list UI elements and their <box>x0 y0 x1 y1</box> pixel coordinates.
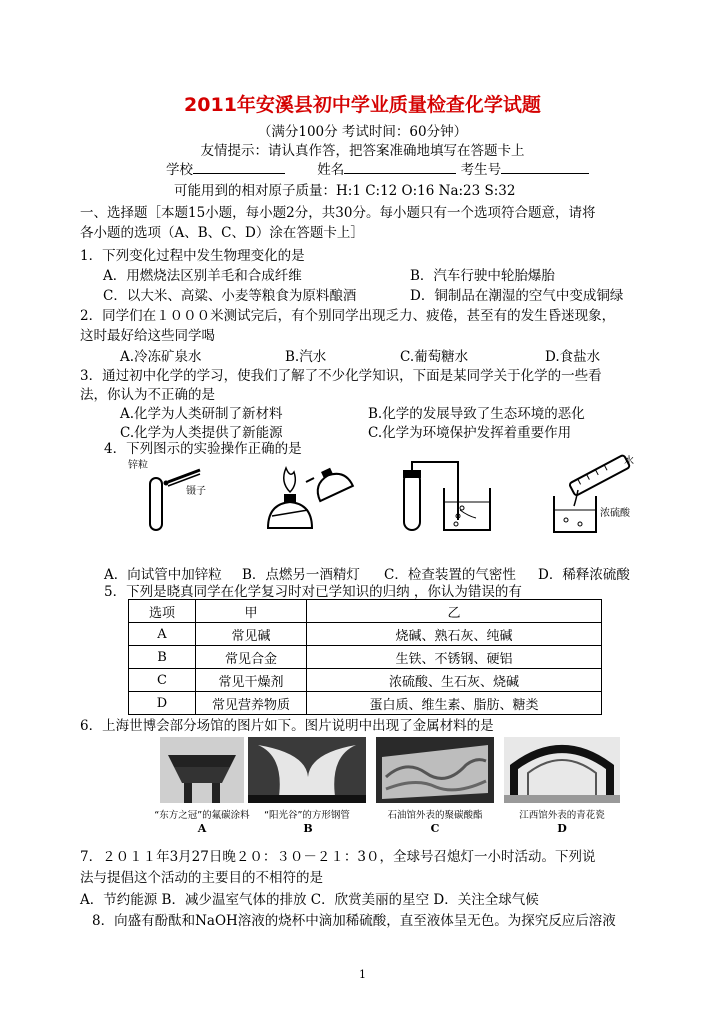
candidate-fields <box>166 158 589 178</box>
q4-figure-a <box>128 456 218 534</box>
header-jia: 甲 <box>196 600 307 623</box>
table-row <box>129 692 602 715</box>
q3-option-d: C.化学为环境保护发挥着重要作用 <box>368 425 572 441</box>
q7-stem-line2: 法与提倡这个活动的主要目的不相符的是 <box>80 870 323 886</box>
q6-letter-d: D <box>557 822 567 835</box>
row-c-option: C <box>129 669 196 692</box>
photo-jiangxi-pavilion <box>504 737 620 803</box>
row-a-yi: 烧碱、熟石灰、纯碱 <box>307 623 602 646</box>
exam-no-label: 考生号 <box>460 162 502 178</box>
q6-caption-b: “阳光谷”的方形钢管 <box>264 810 350 821</box>
atomic-masses: 可能用到的相对原子质量：H:1 C:12 O:16 Na:23 S:32 <box>174 183 516 199</box>
beaker-icon <box>444 488 490 530</box>
section1-line1: 一、选择题［本题15小题，每小题2分，共30分。每小题只有一个选项符合题意，请将 <box>80 205 596 221</box>
q4-label-zinc: 锌粒 <box>128 460 148 471</box>
q4-label-water: 水 <box>624 456 634 467</box>
q3-option-a: A.化学为人类研制了新材料 <box>120 406 283 422</box>
q6-caption-d: 江西馆外表的青花瓷 <box>519 810 605 821</box>
row-a-jia: 常见碱 <box>196 623 307 646</box>
row-d-option: D <box>129 692 196 715</box>
q4-option-a: A．向试管中加锌粒 <box>104 567 222 583</box>
school-label: 学校 <box>166 162 193 178</box>
school-blank[interactable] <box>193 159 285 174</box>
section1-line2: 各小题的选项（A、B、C、D）涂在答题卡上］ <box>80 225 364 241</box>
q4-option-b: B．点燃另一酒精灯 <box>242 567 360 583</box>
row-d-jia: 常见营养物质 <box>196 692 307 715</box>
q4-option-d: D．稀释浓硫酸 <box>538 567 630 583</box>
name-blank[interactable] <box>344 159 456 174</box>
q3-option-c: C.化学为人类提供了新能源 <box>120 425 283 441</box>
q2-option-a: A.冷冻矿泉水 <box>120 349 202 365</box>
q1-option-a: A．用燃烧法区别羊毛和合成纤维 <box>103 268 302 284</box>
q7-options: A．节约能源 B．减少温室气体的排放 C．欣赏美丽的星空 D．关注全球气候 <box>80 892 539 908</box>
row-b-jia: 常见合金 <box>196 646 307 669</box>
q2-stem-line1: 2．同学们在１０００米测试完后，有个别同学出现乏力、疲倦，甚至有的发生昏迷现象， <box>80 308 616 324</box>
q6-letter-c: C <box>430 822 440 835</box>
q8-stem-line1: 8．向盛有酚酞和NaOH溶液的烧杯中滴加稀硫酸，直至液体呈无色。为探究反应后溶液 <box>92 913 616 929</box>
q1-stem: 1．下列变化过程中发生物理变化的是 <box>80 248 305 264</box>
row-a-option: A <box>129 623 196 646</box>
name-label: 姓名 <box>317 162 345 178</box>
table-row <box>129 669 602 692</box>
table-row <box>129 623 602 646</box>
q4-label-acid: 浓硫酸 <box>600 508 630 519</box>
q4-label-tongs: 镊子 <box>186 486 206 497</box>
q5-stem: 5．下列是晓真同学在化学复习时对已学知识的归纳 ，你认为错误的有 <box>104 584 522 600</box>
flame-icon <box>284 468 296 492</box>
q4-figure-b <box>262 458 362 534</box>
large-test-tube-icon <box>404 472 420 530</box>
row-b-yi: 生铁、不锈钢、硬铝 <box>307 646 602 669</box>
q1-option-b: B．汽车行驶中轮胎爆胎 <box>410 268 555 284</box>
q6-letter-b: B <box>303 822 313 835</box>
friendly-tip: 友情提示：请认真作答，把答案准确地填写在答题卡上 <box>200 143 525 159</box>
q2-option-b: B.汽水 <box>285 349 327 365</box>
page-number: 1 <box>359 968 366 981</box>
exam-no-blank[interactable] <box>501 159 589 174</box>
header-option: 选项 <box>129 600 196 623</box>
q6-stem: 6．上海世博会部分场馆的图片如下。图片说明中出现了金属材料的是 <box>80 718 494 734</box>
q6-letter-a: A <box>197 822 207 835</box>
q4-stem: 4．下列图示的实验操作正确的是 <box>104 441 302 457</box>
photo-sun-valley <box>248 737 366 803</box>
photo-oil-pavilion <box>376 737 494 803</box>
q2-option-d: D.食盐水 <box>545 349 601 365</box>
q3-stem-line2: 法，你认为不正确的是 <box>80 387 215 403</box>
table-header-row <box>129 600 602 623</box>
q4-figure-c <box>398 458 498 534</box>
exam-title: 2011年安溪县初中学业质量检查化学试题 <box>184 94 541 116</box>
q1-option-c: C．以大米、高粱、小麦等粮食为原料酿酒 <box>103 288 357 304</box>
q3-option-b: B.化学的发展导致了生态环境的恶化 <box>368 406 585 422</box>
header-yi: 乙 <box>307 600 602 623</box>
graduated-cylinder-icon <box>569 455 630 496</box>
row-c-jia: 常见干燥剂 <box>196 669 307 692</box>
row-b-option: B <box>129 646 196 669</box>
q2-option-c: C.葡萄糖水 <box>400 349 469 365</box>
test-tube-icon <box>150 478 162 530</box>
q7-stem-line1: 7．２０１１年3月27日晚２０：３０－２１：3０，全球号召熄灯一小时活动。下列说 <box>80 849 596 865</box>
q4-figure-d <box>548 450 648 536</box>
q3-stem-line1: 3．通过初中化学的学习，使我们了解了不少化学知识，下面是某同学关于化学的一些看 <box>80 368 602 384</box>
q6-caption-c: 石油馆外表的聚碳酸酯 <box>387 810 483 821</box>
exam-meta: （满分100分 考试时间：60分钟） <box>257 124 468 140</box>
q6-caption-a: “东方之冠”的氟碳涂料 <box>154 810 250 821</box>
q2-stem-line2: 这时最好给这些同学喝 <box>80 328 215 344</box>
table-row <box>129 646 602 669</box>
q5-table <box>128 599 602 715</box>
row-d-yi: 蛋白质、维生素、脂肪、糖类 <box>307 692 602 715</box>
row-c-yi: 浓硫酸、生石灰、烧碱 <box>307 669 602 692</box>
q4-option-c: C．检查装置的气密性 <box>384 567 516 583</box>
q1-option-d: D．铜制品在潮湿的空气中变成铜绿 <box>410 288 624 304</box>
photo-china-pavilion <box>160 737 244 803</box>
